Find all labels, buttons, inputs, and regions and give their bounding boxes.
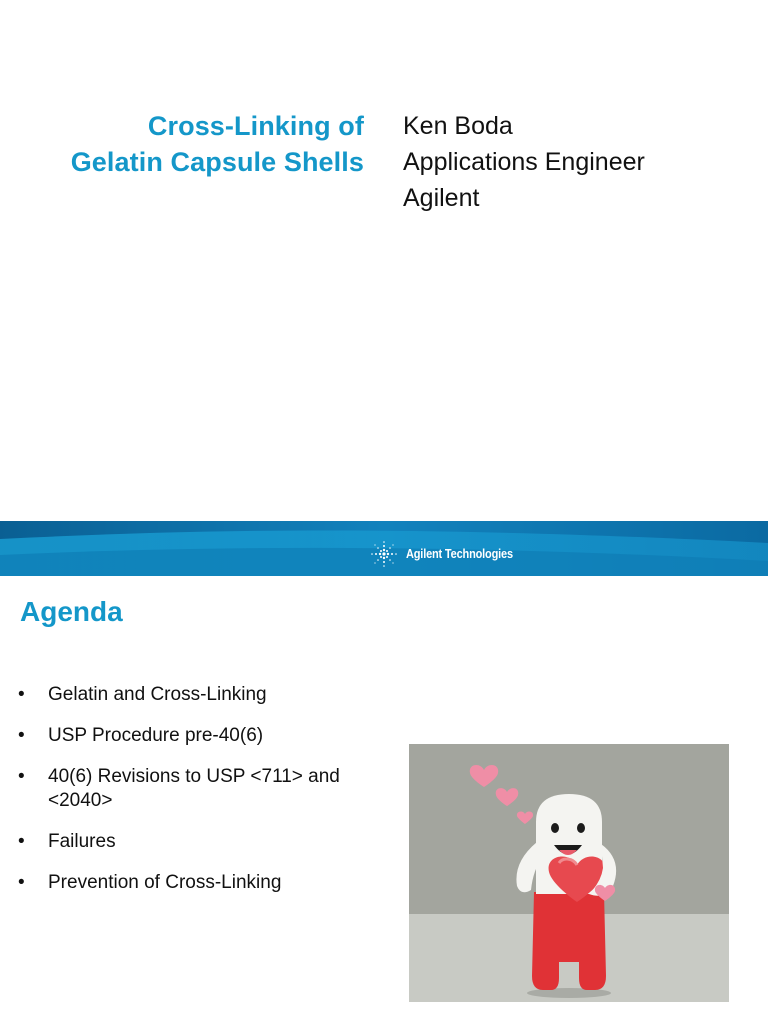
agenda-item	[18, 683, 388, 707]
bullet-glyph: •	[18, 725, 25, 746]
agenda-slide	[0, 576, 768, 1024]
capsule-mascot-illustration	[409, 744, 729, 1002]
presenter-name: Ken Boda	[403, 112, 513, 140]
agenda-item	[18, 724, 388, 748]
agenda-item	[18, 830, 388, 854]
bullet-glyph: •	[18, 831, 25, 852]
agenda-item-text: USP Procedure pre-40(6)	[48, 725, 264, 746]
agenda-item	[18, 871, 388, 895]
bullet-glyph: •	[18, 872, 25, 893]
agenda-item-text: Prevention of Cross-Linking	[48, 872, 282, 893]
title-line-2: Gelatin Capsule Shells	[70, 147, 364, 177]
bullet-glyph: •	[18, 684, 25, 705]
agenda-item-text: Failures	[48, 831, 116, 852]
presenter-role: Applications Engineer	[403, 148, 645, 176]
agenda-item	[18, 765, 388, 813]
presenter-info	[403, 108, 645, 216]
agenda-list	[18, 683, 388, 912]
agenda-title: Agenda	[20, 596, 123, 627]
agilent-spark-icon	[369, 540, 399, 568]
agenda-item-text: Gelatin and Cross-Linking	[48, 684, 267, 705]
presentation-title	[4, 108, 364, 180]
bullet-glyph: •	[18, 766, 25, 787]
title-line-1: Cross-Linking of	[147, 111, 364, 141]
agilent-logo	[369, 540, 527, 568]
agenda-item-text: 40(6) Revisions to USP <711> and <2040>	[48, 766, 340, 811]
presenter-company: Agilent	[403, 184, 480, 212]
agilent-logo-text: Agilent Technologies	[406, 547, 513, 561]
